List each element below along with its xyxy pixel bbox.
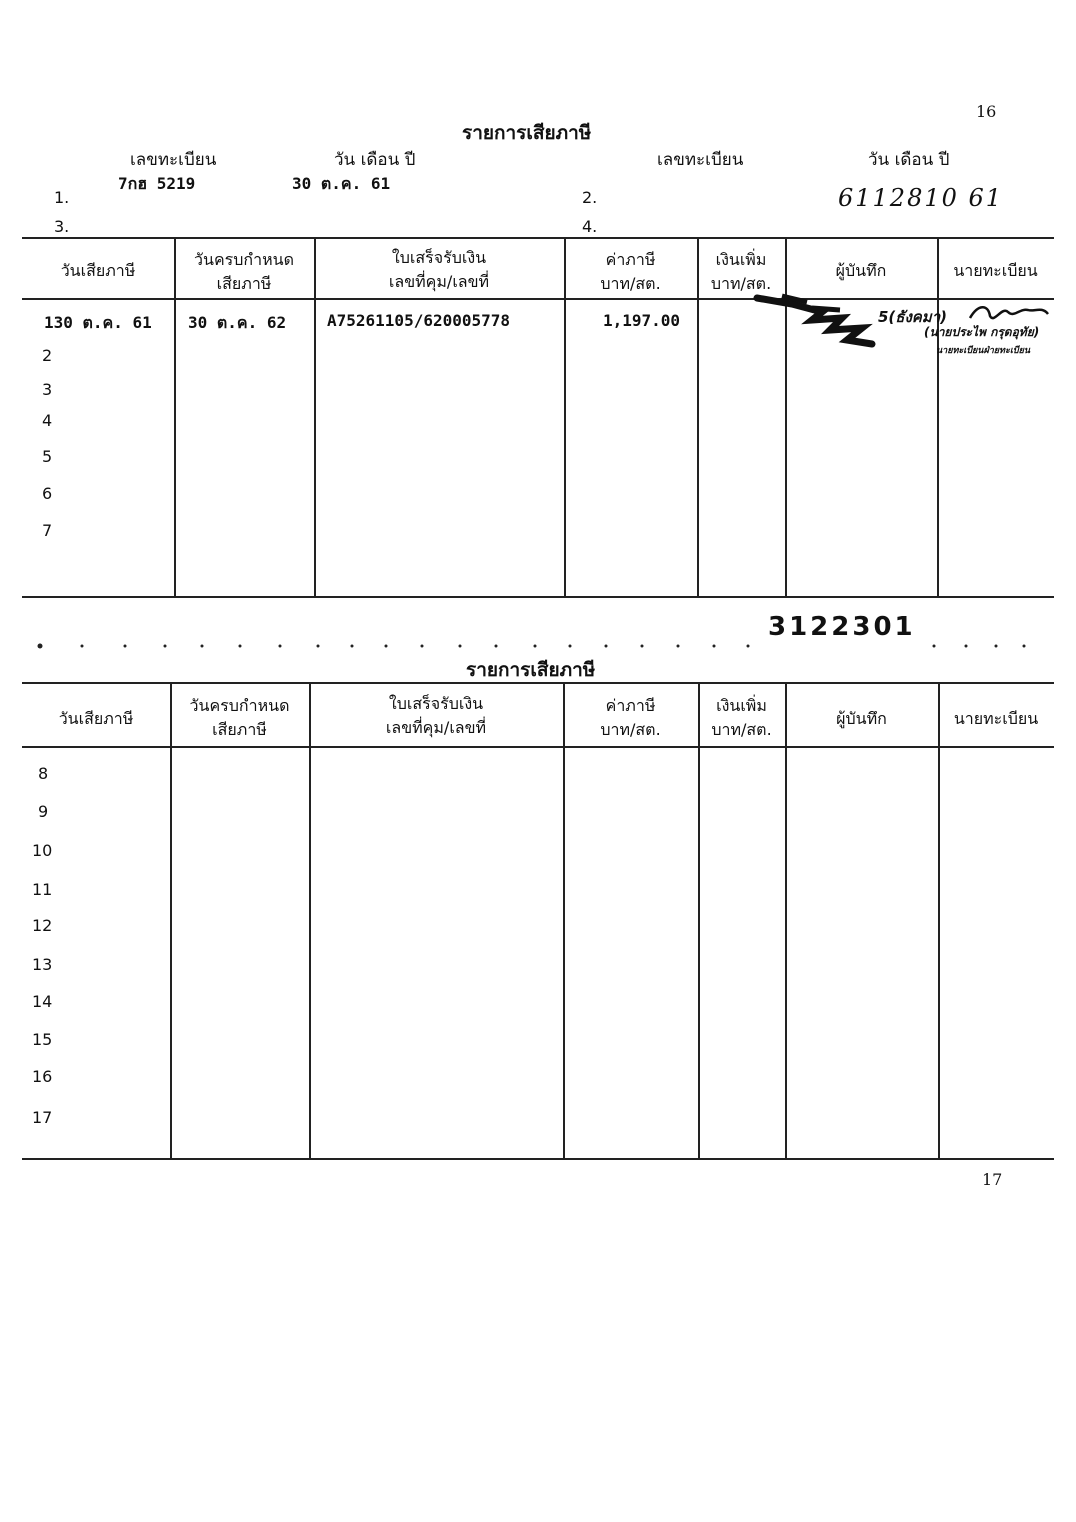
col-header-surcharge: เงินเพิ่ม บาท/สต. <box>710 250 772 293</box>
table-row-number: 8 <box>38 764 49 783</box>
section-title: รายการเสียภาษี <box>462 122 592 144</box>
table-row-number: 3 <box>42 380 53 399</box>
row1-pay-date: 130 ต.ค. 61 <box>44 313 152 332</box>
col-header-recorder: ผู้บันทึก <box>836 709 887 728</box>
section-title-2: รายการเสียภาษี <box>466 659 596 681</box>
table-row-number: 17 <box>32 1108 53 1127</box>
col-header-receipt: ใบเสร็จรับเงิน เลขที่คุม/เลขที่ <box>385 694 487 737</box>
col-header-due-date: วันครบกำหนด เสียภาษี <box>194 250 294 293</box>
slot-4: 4. <box>582 217 598 236</box>
table-row-number: 6 <box>42 484 53 503</box>
reg-label-right: เลขทะเบียน <box>657 150 744 170</box>
page-number-top: 16 <box>976 102 997 121</box>
col-header-surcharge: เงินเพิ่ม บาท/สต. <box>711 696 772 739</box>
table-row-number: 16 <box>32 1067 53 1086</box>
row1-due-date: 30 ต.ค. 62 <box>188 313 287 332</box>
slot-2: 2. <box>582 188 598 207</box>
table-row-number: 9 <box>38 802 49 821</box>
table-row-number: 13 <box>32 955 53 974</box>
date-label-right: วัน เดือน ปี <box>868 150 950 170</box>
col-header-receipt: ใบเสร็จรับเงิน เลขที่คุม/เลขที่ <box>388 248 490 291</box>
signature-scribble <box>968 302 1050 324</box>
table-row-number: 4 <box>42 411 53 430</box>
dotted-text: 3122301 <box>768 612 916 642</box>
col-header-pay-date: วันเสียภาษี <box>60 261 136 280</box>
col-header-tax: ค่าภาษี บาท/สต. <box>600 696 661 739</box>
col-header-registrar: นายทะเบียน <box>953 709 1039 728</box>
table-row-number: 11 <box>32 880 53 899</box>
row1-tax: 1,197.00 <box>603 311 681 330</box>
table-row-number: 14 <box>32 992 53 1011</box>
table-row-number: 5 <box>42 447 53 466</box>
handwritten-number: 6112810 61 <box>838 184 1004 212</box>
col-header-registrar: นายทะเบียน <box>953 261 1038 280</box>
registration-date: 30 ต.ค. 61 <box>292 174 391 193</box>
registration-value: 7กฮ 5219 <box>118 174 196 193</box>
col-header-recorder: ผู้บันทึก <box>835 261 887 280</box>
table-row-number: 10 <box>32 841 53 860</box>
col-header-tax: ค่าภาษี บาท/สต. <box>600 250 661 293</box>
col-header-due-date: วันครบกำหนด เสียภาษี <box>189 696 290 739</box>
page-number-bottom: 17 <box>982 1170 1003 1189</box>
col-header-pay-date: วันเสียภาษี <box>58 709 134 728</box>
date-label-left: วัน เดือน ปี <box>334 150 416 170</box>
table-row-number: 7 <box>42 521 53 540</box>
table-row-number: 2 <box>42 346 53 365</box>
stamp-name: (นายประไพ กรุดอุทัย) <box>924 325 1040 339</box>
slot-3: 3. <box>54 217 70 236</box>
table-row-number: 12 <box>32 916 53 935</box>
stamp-signature: 5(ธังคมา) <box>878 308 947 326</box>
slot-1: 1. <box>54 188 70 207</box>
row1-receipt: A75261105/620005778 <box>327 311 511 330</box>
stamp-position: นายทะเบียนฝ่ายทะเบียน <box>936 346 1031 356</box>
table-row-number: 15 <box>32 1030 53 1049</box>
official-stamp-mark <box>752 290 887 348</box>
reg-label-left: เลขทะเบียน <box>130 150 217 170</box>
